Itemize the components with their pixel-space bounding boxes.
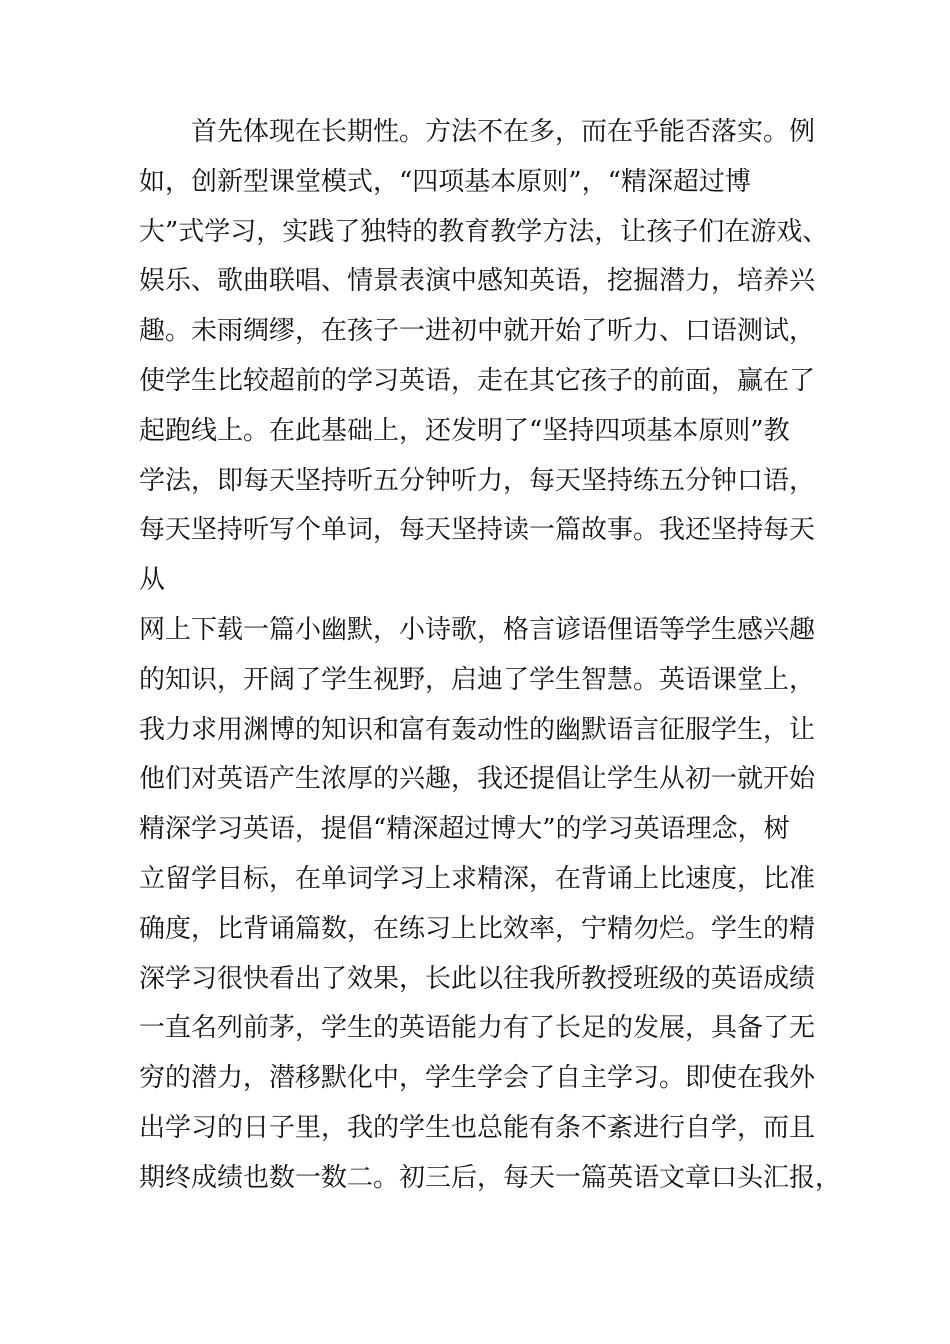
text-line: 使学生比较超前的学习英语，走在其它孩子的前面，赢在了 <box>139 365 816 396</box>
text-line: 趣。未雨绸缪，在孩子一进初中就开始了听力、口语测试， <box>139 316 816 347</box>
text-line: 起跑线上。在此基础上，还发明了“坚持四项基本原则”教 <box>139 415 790 446</box>
text-line: 深学习很快看出了效果，长此以往我所教授班级的英语成绩 <box>139 963 816 994</box>
text-line: 网上下载一篇小幽默，小诗歌，格言谚语俚语等学生感兴趣 <box>139 614 816 645</box>
text-line: 出学习的日子里，我的学生也总能有条不紊进行自学，而且 <box>139 1112 816 1143</box>
body-paragraph <box>139 108 842 1204</box>
text-line: 我力求用渊博的知识和富有轰动性的幽默语言征服学生，让 <box>139 714 816 745</box>
text-line: 如，创新型课堂模式，“四项基本原则”，“精深超过博 <box>139 166 751 197</box>
text-line: 一直名列前茅，学生的英语能力有了长足的发展，具备了无 <box>139 1013 816 1044</box>
text-line: 学法，即每天坚持听五分钟听力，每天坚持练五分钟口语， <box>139 465 816 496</box>
text-line: 穷的潜力，潜移默化中，学生学会了自主学习。即使在我外 <box>139 1063 816 1094</box>
text-line: 期终成绩也数一数二。初三后，每天一篇英语文章口头汇报， <box>139 1162 842 1193</box>
text-line: 大”式学习，实践了独特的教育教学方法，让孩子们在游戏、 <box>139 216 829 247</box>
text-line: 确度，比背诵篇数，在练习上比效率，宁精勿烂。学生的精 <box>139 913 816 944</box>
text-line: 立留学目标，在单词学习上求精深，在背诵上比速度，比准 <box>139 863 816 894</box>
text-line: 的知识，开阔了学生视野，启迪了学生智慧。英语课堂上， <box>139 664 816 695</box>
text-line: 首先体现在长期性。方法不在多，而在乎能否落实。例 <box>191 117 816 147</box>
text-line: 每天坚持听写个单词，每天坚持读一篇故事。我还坚持每天 <box>139 515 816 546</box>
text-line: 娱乐、歌曲联唱、情景表演中感知英语，挖掘潜力，培养兴 <box>139 266 816 297</box>
text-line: 他们对英语产生浓厚的兴趣，我还提倡让学生从初一就开始 <box>139 764 816 795</box>
text-line: 从 <box>139 565 166 596</box>
text-line: 精深学习英语，提倡“精深超过博大”的学习英语理念，树 <box>139 814 790 845</box>
